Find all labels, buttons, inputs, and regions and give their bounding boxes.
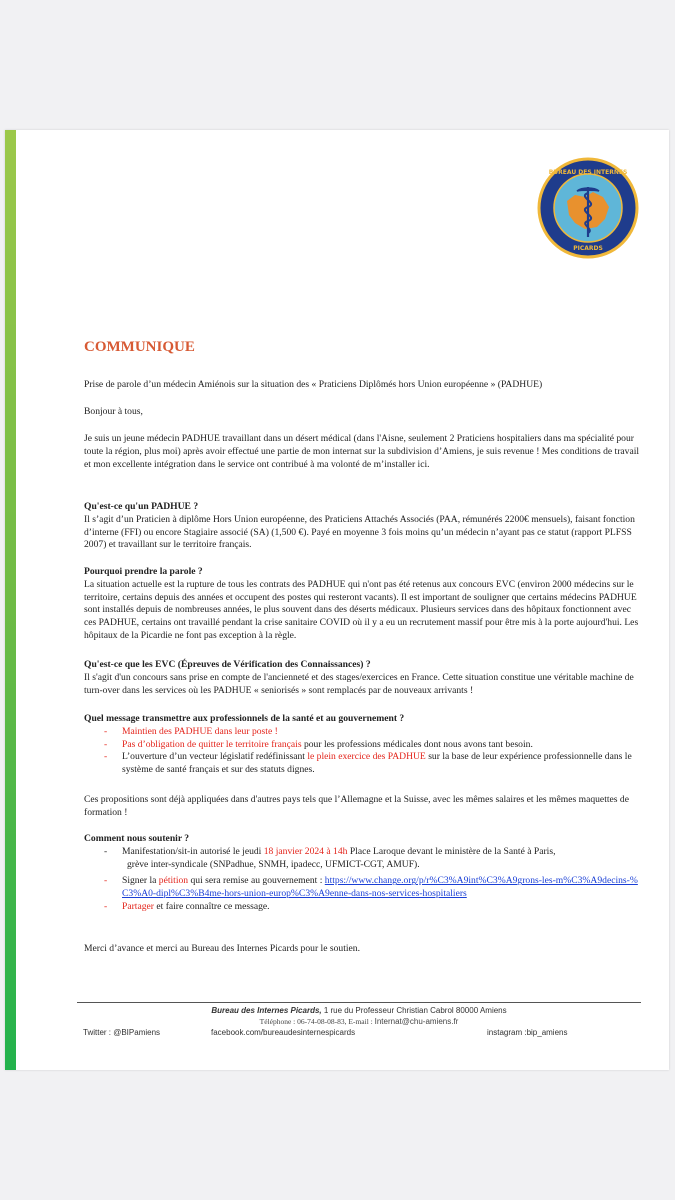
section-heading: Comment nous soutenir ? <box>84 833 190 844</box>
list-item: - Signer la pétition qui sera remise au gouvernement : https://www.change.org/p/r%C3%A9int%C3%A9grons-les-m%C3%A9decins-%C3%A0-dipl%C3%B4me-hors-union-europ%C3%A9enne-dans-nos-services-hospitaliers <box>104 875 638 900</box>
section-body: Il s'agit d'un concours sans prise en compte de l'ancienneté et des stages/exercices en France. Cette situation constitue une véritable machine de turn-over dans les services où les PADHUE « seniorisés » sont remplacés par de nouveaux arrivants ! <box>84 671 634 696</box>
footer-instagram[interactable]: instagram :bip_amiens <box>487 1028 568 1037</box>
list-item: - Maintien des PADHUE dans leur poste ! <box>104 725 278 737</box>
section-pourquoi <box>84 566 641 643</box>
message-list <box>84 726 641 777</box>
page-title: COMMUNIQUE <box>84 339 195 355</box>
section-heading: Qu'est-ce qu'un PADHUE ? <box>84 501 199 512</box>
petition-link[interactable]: https://www.change.org/p/r%C3%A9int%C3%A9grons-les-m%C3%A9decins-%C3%A0-dipl%C3%B4me-hors-union-europ%C3%A9enne-dans-nos-services-hospitaliers <box>122 875 638 900</box>
document-page <box>5 130 669 1070</box>
footer-social-line <box>77 1027 641 1038</box>
section-heading: Qu'est-ce que les EVC (Épreuves de Vérification des Connaissances) ? <box>84 659 371 670</box>
bureau-internes-picards-logo-icon <box>537 157 639 259</box>
footer-email[interactable]: Internat@chu-amiens.fr <box>374 1017 459 1026</box>
green-side-bar <box>5 130 16 1070</box>
section-body: Il s’agit d’un Praticien à diplôme Hors Union européenne, des Praticiens Attachés Associés (PAA, rémunérés 2200€ mensuels), faisant fonction d’interne (FFI) ou encore Stagiaire associé (SA) (1,500 €). Payé en moyenne 3 fois moins qu’un médecin n’ayant pas ce statut (rapport PLFSS 2007) et travaillant sur le territoire français. <box>84 513 635 551</box>
logo-top-text: BUREAU DES INTERNES <box>548 169 628 176</box>
section-body: La situation actuelle est la rupture de tous les contrats des PADHUE qui n'ont pas été retenus aux concours EVC (environ 2000 médecins sur le territoire, certains depuis des années et occupent des postes qui resteront vacants). Il est important de souligner que certains médecins PADHUE sont installés depuis de nombreuses années, le plus souvent dans des déserts médicaux. Plusieurs services dans des hôpitaux fonctionnent avec ces PADHUE, certains ont travaillé pendant la crise sanitaire COVID où il y a eu un recrutement massif pour être mis à la porte aujourd'hui. Les hôpitaux de la Picardie ne font pas exception à la règle. <box>84 578 639 641</box>
section-heading: Pourquoi prendre la parole ? <box>84 566 203 577</box>
section-padhue <box>84 501 641 552</box>
section-heading: Quel message transmettre aux professionnels de la santé et au gouvernement ? <box>84 713 405 724</box>
list-item: - Partager et faire connaître ce message. <box>104 900 270 912</box>
list-item: - L’ouverture d’un vecteur législatif redéfinissant le plein exercice des PADHUE sur la base de leur expérience professionnelle dans le système de santé français et sur des statuts dignes. <box>104 751 632 776</box>
section-evc <box>84 659 641 697</box>
footer <box>77 1002 641 1038</box>
support-list <box>84 846 641 914</box>
propositions-paragraph: Ces propositions sont déjà appliquées dans d'autres pays tels que l’Allemagne et la Suisse, avec les mêmes salaires et les mêmes maquettes de formation ! <box>84 794 629 818</box>
list-item: - Manifestation/sit-in autorisé le jeudi 18 janvier 2024 à 14h Place Laroque devant le ministère de la Santé à Paris, grève inter-syndicale (SNPadhue, SNMH, ipadecc, UFMICT-CGT, AMUF). <box>104 845 556 870</box>
section-message <box>84 713 641 777</box>
closing-line: Merci d’avance et merci au Bureau des Internes Picards pour le soutien. <box>84 943 360 954</box>
footer-twitter[interactable]: Twitter : @BIPamiens <box>83 1028 161 1037</box>
logo-bottom-text: PICARDS <box>573 245 603 252</box>
greeting: Bonjour à tous, <box>84 406 143 417</box>
footer-address-line: Bureau des Internes Picards, 1 rue du Professeur Christian Cabrol 80000 Amiens <box>211 1006 507 1015</box>
footer-facebook[interactable]: facebook.com/bureaudesinternespicards <box>211 1028 356 1037</box>
footer-contact-line: Téléphone : 06-74-08-08-83, E-mail : Internat@chu-amiens.fr <box>259 1017 459 1026</box>
section-soutenir <box>84 833 641 914</box>
list-item: - Pas d’obligation de quitter le territoire français pour les professions médicales dont nous avons tant besoin. <box>104 738 533 750</box>
intro-line: Prise de parole d’un médecin Amiénois sur la situation des « Praticiens Diplômés hors Union européenne » (PADHUE) <box>84 379 543 390</box>
paragraph-1: Je suis un jeune médecin PADHUE travaillant dans un désert médical (dans l'Aisne, seulement 2 Praticiens hospitaliers dans ma spécialité pour toute la région, plus moi) après avoir effectué une partie de mon internat sur la subdivision d’Amiens, je suis revenue ! Mes conditions de travail et mon excellente intégration dans le service ont contribué à ma volonté de m’installer ici. <box>84 433 640 470</box>
